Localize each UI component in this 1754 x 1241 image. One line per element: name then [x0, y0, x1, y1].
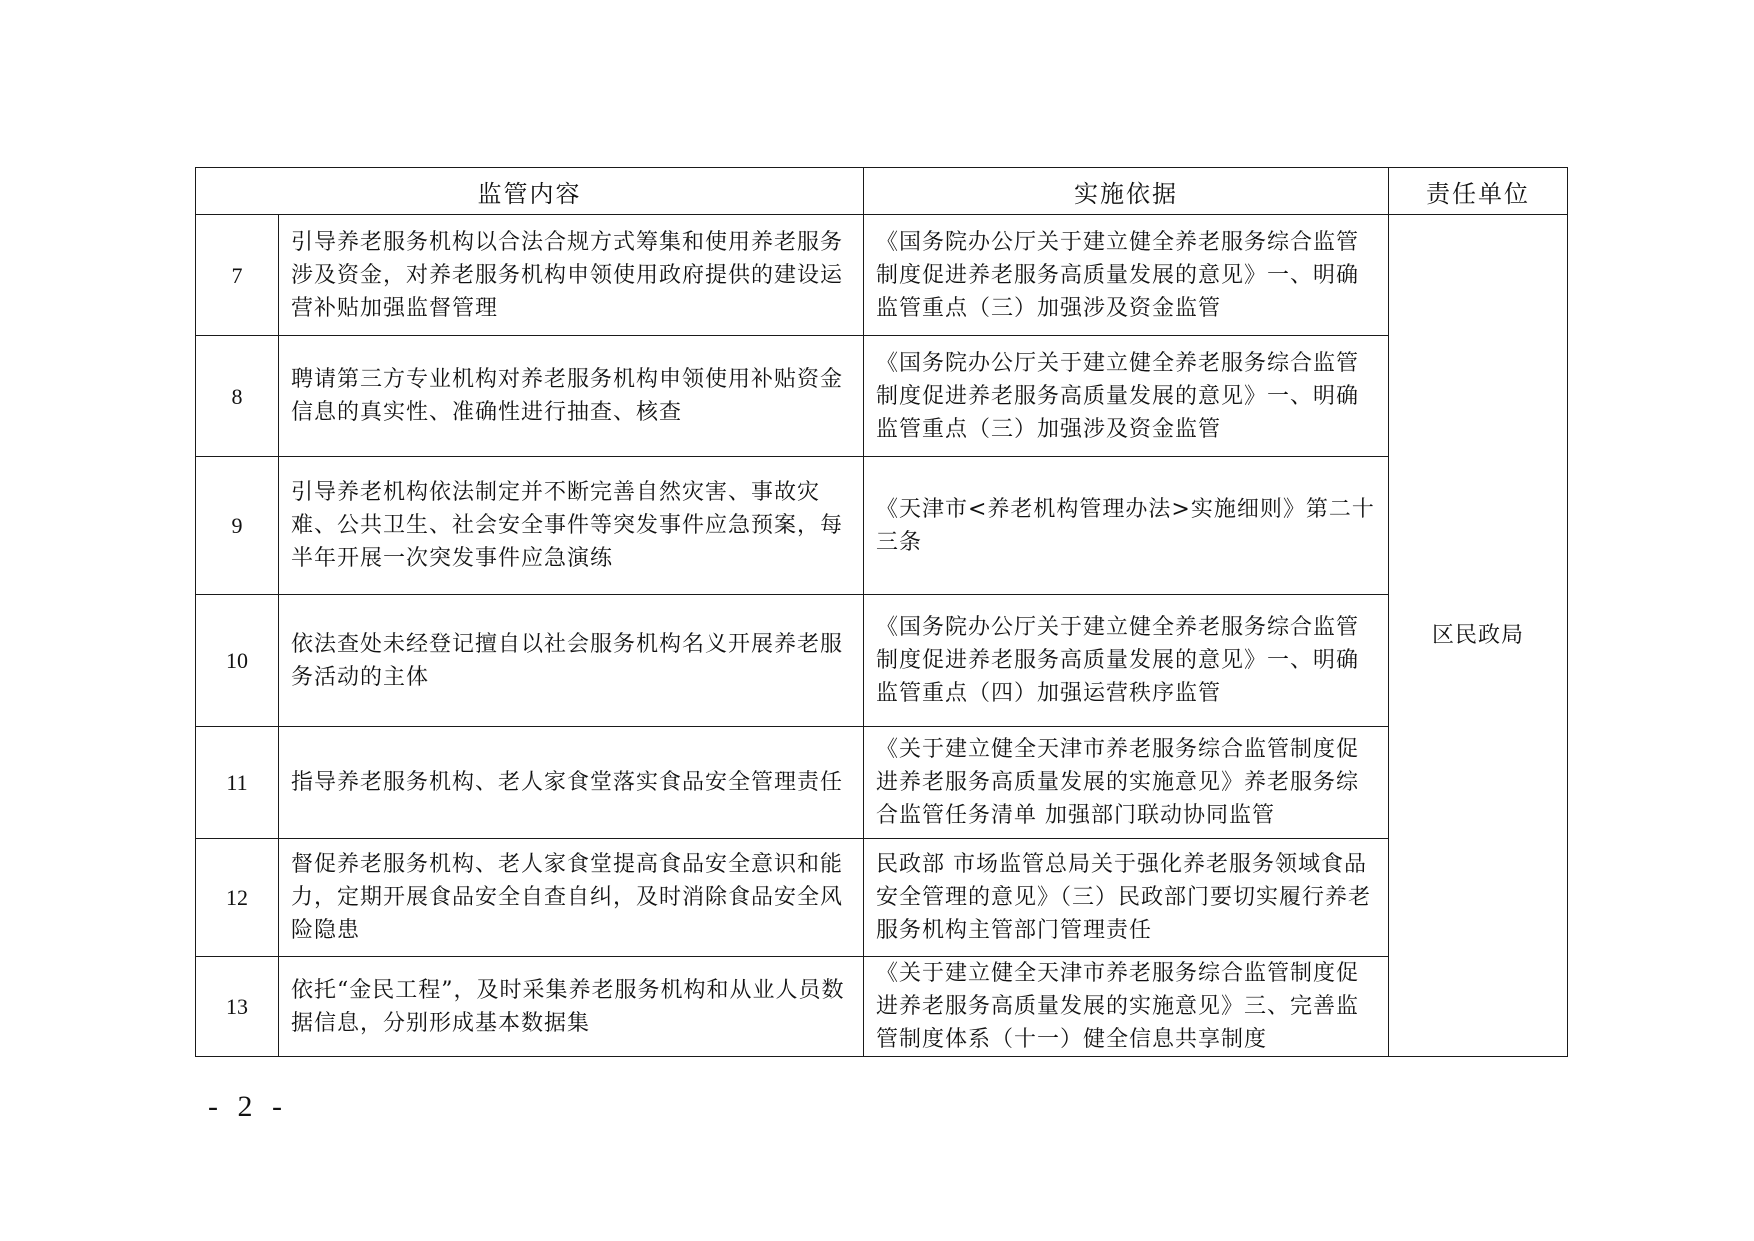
- row-content: 依托“金民工程”，及时采集养老服务机构和从业人员数据信息，分别形成基本数据集: [279, 957, 864, 1057]
- table-row: [196, 957, 1568, 1057]
- row-number: 7: [196, 215, 279, 336]
- row-basis: 《天津市<养老机构管理办法>实施细则》第二十三条: [864, 457, 1389, 595]
- row-number: 10: [196, 595, 279, 727]
- header-unit: 责任单位: [1389, 168, 1568, 215]
- page-number: - 2 -: [208, 1090, 288, 1123]
- row-content: 聘请第三方专业机构对养老服务机构申领使用补贴资金信息的真实性、准确性进行抽查、核查: [279, 336, 864, 457]
- row-number: 11: [196, 727, 279, 839]
- row-number: 8: [196, 336, 279, 457]
- row-content: 督促养老服务机构、老人家食堂提高食品安全意识和能力，定期开展食品安全自查自纠，及时消除食品安全风险隐患: [279, 839, 864, 957]
- row-content: 依法查处未经登记擅自以社会服务机构名义开展养老服务活动的主体: [279, 595, 864, 727]
- row-number: 13: [196, 957, 279, 1057]
- table-row: [196, 727, 1568, 839]
- row-basis: 《国务院办公厅关于建立健全养老服务综合监管制度促进养老服务高质量发展的意见》一、明确监管重点（三）加强涉及资金监管: [864, 336, 1389, 457]
- supervision-table: [195, 167, 1568, 1057]
- row-content: 引导养老机构依法制定并不断完善自然灾害、事故灾难、公共卫生、社会安全事件等突发事件应急预案，每半年开展一次突发事件应急演练: [279, 457, 864, 595]
- table-row: [196, 457, 1568, 595]
- row-content: 指导养老服务机构、老人家食堂落实食品安全管理责任: [279, 727, 864, 839]
- table-row: [196, 215, 1568, 336]
- row-basis: 《国务院办公厅关于建立健全养老服务综合监管制度促进养老服务高质量发展的意见》一、明确监管重点（四）加强运营秩序监管: [864, 595, 1389, 727]
- row-content: 引导养老服务机构以合法合规方式筹集和使用养老服务涉及资金，对养老服务机构申领使用政府提供的建设运营补贴加强监督管理: [279, 215, 864, 336]
- row-number: 12: [196, 839, 279, 957]
- header-content: 监管内容: [196, 168, 864, 215]
- table-row: [196, 595, 1568, 727]
- header-basis: 实施依据: [864, 168, 1389, 215]
- table-row: [196, 839, 1568, 957]
- row-basis: 民政部 市场监管总局关于强化养老服务领域食品安全管理的意见》（三）民政部门要切实履行养老服务机构主管部门管理责任: [864, 839, 1389, 957]
- row-basis: 《关于建立健全天津市养老服务综合监管制度促进养老服务高质量发展的实施意见》养老服务综合监管任务清单 加强部门联动协同监管: [864, 727, 1389, 839]
- table-row: [196, 336, 1568, 457]
- responsible-unit: 区民政局: [1389, 215, 1568, 1057]
- row-basis: 《关于建立健全天津市养老服务综合监管制度促进养老服务高质量发展的实施意见》三、完善监管制度体系（十一）健全信息共享制度: [864, 957, 1389, 1057]
- row-number: 9: [196, 457, 279, 595]
- row-basis: 《国务院办公厅关于建立健全养老服务综合监管制度促进养老服务高质量发展的意见》一、明确监管重点（三）加强涉及资金监管: [864, 215, 1389, 336]
- header-row: [196, 168, 1568, 215]
